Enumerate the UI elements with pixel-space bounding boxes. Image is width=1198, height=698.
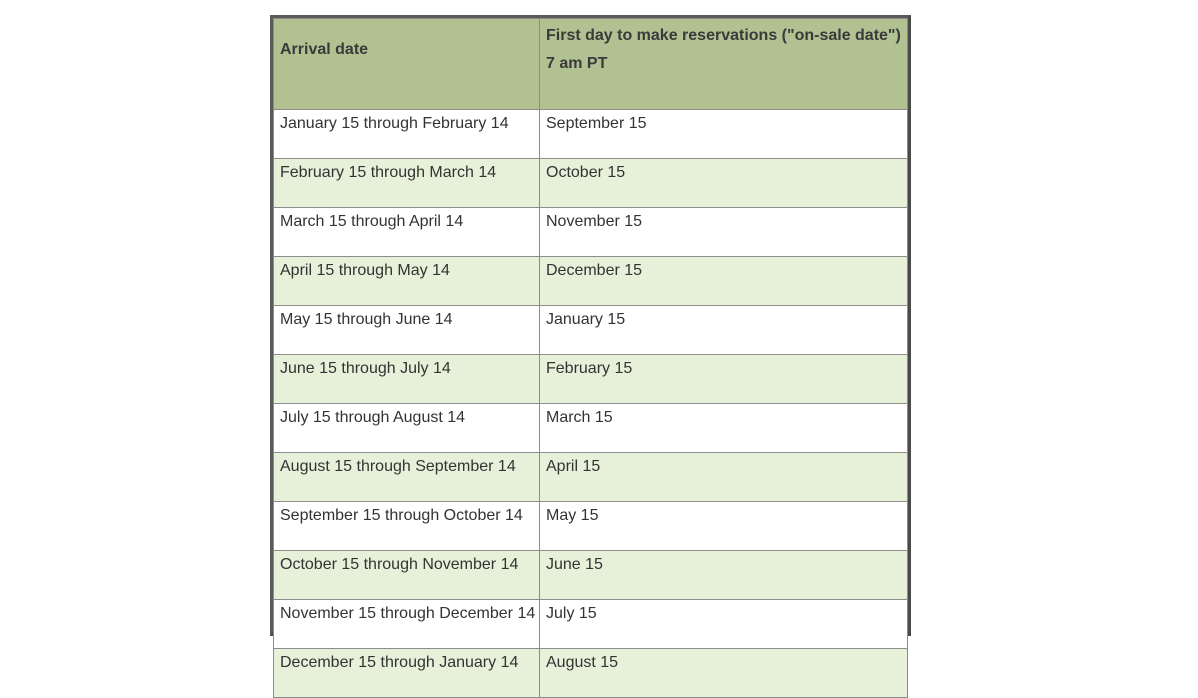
header-row [274,19,908,110]
header-arrival-label: Arrival date [280,41,369,58]
table-row [274,453,908,502]
arrival-cell: February 15 through March 14 [274,159,540,208]
header-on-sale-line2: 7 am PT [546,55,608,72]
on-sale-cell: January 15 [540,306,908,355]
reservation-schedule-table [273,18,908,698]
arrival-cell: April 15 through May 14 [274,257,540,306]
table-row [274,649,908,698]
table-header [274,19,908,110]
on-sale-cell: February 15 [540,355,908,404]
on-sale-cell: August 15 [540,649,908,698]
on-sale-cell: September 15 [540,110,908,159]
table-row [274,502,908,551]
on-sale-cell: June 15 [540,551,908,600]
arrival-cell: October 15 through November 14 [274,551,540,600]
on-sale-cell: November 15 [540,208,908,257]
on-sale-cell: March 15 [540,404,908,453]
arrival-cell: November 15 through December 14 [274,600,540,649]
table-row [274,208,908,257]
table-row [274,110,908,159]
arrival-cell: June 15 through July 14 [274,355,540,404]
table-row [274,404,908,453]
header-on-sale-date [540,19,908,110]
table-row [274,355,908,404]
on-sale-cell: April 15 [540,453,908,502]
on-sale-cell: December 15 [540,257,908,306]
arrival-cell: December 15 through January 14 [274,649,540,698]
table-row [274,257,908,306]
arrival-cell: August 15 through September 14 [274,453,540,502]
table-row [274,159,908,208]
header-on-sale-line1: First day to make reservations ("on-sale date") [546,27,901,44]
header-arrival-date [274,19,540,110]
arrival-cell: May 15 through June 14 [274,306,540,355]
table-body [274,110,908,698]
on-sale-cell: October 15 [540,159,908,208]
arrival-cell: January 15 through February 14 [274,110,540,159]
reservation-table-frame [270,15,911,671]
arrival-cell: March 15 through April 14 [274,208,540,257]
arrival-cell: July 15 through August 14 [274,404,540,453]
table-row [274,306,908,355]
arrival-cell: September 15 through October 14 [274,502,540,551]
table-row [274,551,908,600]
table-row [274,600,908,649]
on-sale-cell: July 15 [540,600,908,649]
on-sale-cell: May 15 [540,502,908,551]
